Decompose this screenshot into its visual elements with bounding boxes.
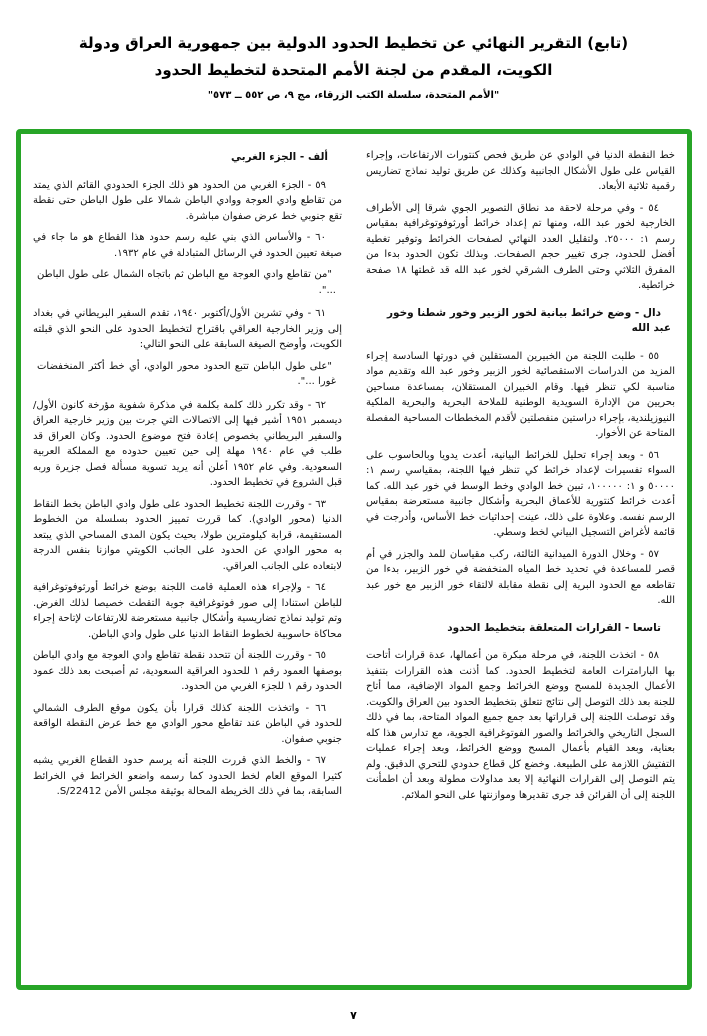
paragraph-63: ٦٣ - وقررت اللجنة تخطيط الحدود على طول وادي الباطن بخط النقاط الدنيا (محور الوادي). كما قررت تمييز الحدود بسلسلة من الخطوط المستقيمة، قرابة كيلومترين طولا، بحيث يكون المدى المساحي الذي يبتعد به محور الوادي عن الحدود على الجانب الكويتي موازنا بنفس الدرجة لابتعاده على الجانب العراقي. <box>33 498 342 572</box>
paragraph-56: ٥٦ - وبعد إجراء تحليل للخرائط البيانية، أعدت يدويا وبالحاسوب على السواء تفسيرات لإعداد خرائط كي تنظر فيها اللجنة، بمقياسي رسم ١: ٥٠٠٠٠ و ١: ١٠٠٠٠٠، تبين خط الوادي وخط الوسط في خور عبد الله. كما أعدت خرائط كنتورية للأعماق البحرية وأشكال جانبية مستعرضة بمقياس الرسم نفسه. وعلاوة على ذلك، عينت إحداثيات خط الأساس، وأدرجت في قائمة لأغراض التسجيل البياني لخط وسطي. <box>366 449 675 538</box>
document-title-line-1: (تابع) التقرير النهائي عن تخطيط الحدود الدولية بين جمهورية العراق ودولة <box>78 34 629 52</box>
paragraph-60: ٦٠ - والأساس الذي بني عليه رسم حدود هذا القطاع هو ما جاء في صيغة تعيين الحدود في الرسائل المتبادلة في عام ١٩٣٢. <box>33 232 342 259</box>
green-bordered-content-box <box>16 129 692 990</box>
two-column-layout <box>33 148 675 975</box>
page-footer <box>0 1009 707 1022</box>
column-left <box>33 148 342 975</box>
document-title-line-2: الكويت، المقدم من لجنة الأمم المتحدة لتخطيط الحدود <box>154 61 553 79</box>
column-right <box>366 148 675 975</box>
paragraph-67: ٦٧ - والخط الذي قررت اللجنة أنه يرسم حدود القطاع الغربي يشبه كثيرا الموقع العام لخط الحدود كما رسمه واضعو الخرائط في الخرائط السابقة، بما في ذلك الخريطة المحالة بوثيقة مجلس الأمن S/22412. <box>33 755 342 797</box>
section-heading-tasiaan: تاسعا - القرارات المتعلقة بتخطيط الحدود <box>447 621 661 634</box>
page-number: ٧ <box>350 1009 357 1022</box>
paragraph-59: ٥٩ - الجزء الغربي من الحدود هو ذلك الجزء الحدودي القائم الذي يمتد من تقاطع وادي العوجة ووادي الباطن شمالا على طول الباطن حتى نقطة تقع جنوبي خط عرض صفوان مباشرة. <box>33 179 342 222</box>
paragraph-66: ٦٦ - واتخذت اللجنة كذلك قرارا بأن يكون موقع الطرف الشمالي للحدود في الباطن عند تقاطع محور الوادي مع خط عرض النقطة الواقعة جنوبي صفوان. <box>33 702 342 745</box>
paragraph-62: ٦٢ - وقد تكرر ذلك كلمة بكلمة في مذكرة شفوية مؤرخة كانون الأول/ ديسمبر ١٩٥١ أشير فيها إلى الاتصالات التي جرت بين وزير خارجية العراق والسفير البريطاني بخصوص إعادة فتح موضوع الحدود. وكان العراق قد طلب في عام ١٩٤٠ مهلة إلى حين تعيين حدوده مع المملكة العربية السعودية. وفي عام ١٩٥٢ أعلن أنه يريد تسوية مسألة فصل جزيرة وربه قبل الشروع في تخطيط الحدود. <box>33 399 342 488</box>
paragraph-64: ٦٤ - ولإجراء هذه العملية قامت اللجنة بوضع خرائط أورثوفوتوغرافية للباطن استنادا إلى صور فوتوغرافية جوية التقطت خصيصا لذلك الغرض. وتم توليد نماذج تضاريسية وأشكال جانبية مستعرضة للارتفاعات لإتاحة إجراء محاكاة حاسوبية لخطوط النقاط الدنيا على طول وادي الباطن. <box>33 582 342 640</box>
paragraph-58: ٥٨ - اتخذت اللجنة، في مرحلة مبكرة من أعمالها، عدة قرارات أتاحت بها البارامترات العامة لتخطيط الحدود. كما أذنت هذه القرارات بتنفيذ الأعمال الجديدة للمسح ووضع الخرائط وجمع المواد الإضافية، مما أتاح للجنة بعد ذلك التوصل إلى نتائج تتعلق بتخطيط الحدود بين العراق والكويت. وقد توصلت اللجنة إلى قراراتها بعد جمع جميع المواد المتاحة، بما في ذلك السجل التاريخي والخرائط والصور الفوتوغرافية الجوية، مع تدارس هذا كله بعناية، وبعد القيام بأعمال المسح ووضع الخرائط، وبعد إجراء عمليات التفتيش اللازمة على الطبيعة. وخضع كل قطاع حدودي للتحري الدقيق. ولم يتم التوصل إلى القرارات النهائية إلا بعد مداولات مطولة وبعد أن اطمأنت اللجنة إلى أن القرائن قد جرى تقديرها وموازنتها على النحو الملائم. <box>366 650 675 801</box>
paragraph-54: ٥٤ - وفي مرحلة لاحقة مد نطاق التصوير الجوي شرقا إلى الأطراف الخارجية لخور عبد الله، ومنها تم إعداد خرائط أورثوفوتوغرافية بمقياس رسم ١: ٢٥٠٠٠. ولتقليل العدد النهائي لصفحات الخرائط وتوفير تغطية أفضل للحدود، جرى تغيير حجم الصفحات. وبذلك تكون الحدود بدءا من المفرق الثلاثي وحتى الطرف الشرقي لخور عبد الله قد غطتها ١٨ صفحة خرائطية. <box>366 202 675 291</box>
document-source-citation: "الأمم المتحدة، سلسلة الكتب الزرقاء، مج ٩، ص ٥٥٢ ــ ٥٧٣" <box>207 90 500 101</box>
paragraph-61: ٦١ - وفي تشرين الأول/أكتوبر ١٩٤٠، تقدم السفير البريطاني في بغداد إلى وزير الخارجية العراقي باقتراح لتخطيط الحدود على النحو الذي قبلته الكويت، وأوضح الصيغة السابقة على النحو التالي: <box>33 308 342 350</box>
section-heading-alif: ألف - الجزء الغربي <box>231 151 328 163</box>
section-heading-dal: دال - وضع خرائط بيانية لخور الزبير وخور شطنا وخور عبد الله <box>386 306 671 334</box>
quote-thalweg-formula: "على طول الباطن تتبع الحدود محور الوادي، أي خط أكثر المنخفضات غورا ...". <box>37 360 336 387</box>
document-header <box>0 0 707 101</box>
paragraph-57: ٥٧ - وخلال الدورة الميدانية الثالثة، ركب مقياسان للمد والجزر في أم قصر للمساعدة في تحديد خط المياه المنخفضة في خور الزبير، بدءا من تقاطعه مع الحدود البرية إلى نقطة مقابلة لالتقاء خور الزبير مع خور عبد الله. <box>366 548 675 606</box>
paragraph-55: ٥٥ - طلبت اللجنة من الخبيرين المستقلين في دورتها السادسة إجراء المزيد من الدراسات الاستقصائية لخور الزبير وخور عبد الله وتقديم مواد مناسبة لكي تنظر فيها. وقام الخبيران المستقلان، بمساعدة مساحين بحريين من الإدارة السويدية الوطنية للملاحة البحرية والبحرية الملكية النيوزيلندية، بإجراء دراستين منفصلتين لأقدم المخططات المساحية المفصلة المتاحة عن الأخوار. <box>366 350 675 439</box>
quote-1932-exchange: "من تقاطع وادي العوجة مع الباطن ثم باتجاه الشمال على طول الباطن ...". <box>37 269 336 296</box>
paragraph-65: ٦٥ - وقررت اللجنة أن تتحدد نقطة تقاطع وادي العوجة مع وادي الباطن بوصفها العمود رقم ١ للحدود العراقية السعودية، ثم أصبحت بعد ذلك عمود الحدود رقم ١ للجزء الغربي من الحدود. <box>33 650 342 692</box>
paragraph-53-continuation: خط النقطة الدنيا في الوادي عن طريق فحص كنتورات الارتفاعات، وإجراء القياس على طول الأشكال الجانبية وكذلك عن طريق توليد نماذج تضاريس رقمية ثلاثية الأبعاد. <box>366 150 675 192</box>
